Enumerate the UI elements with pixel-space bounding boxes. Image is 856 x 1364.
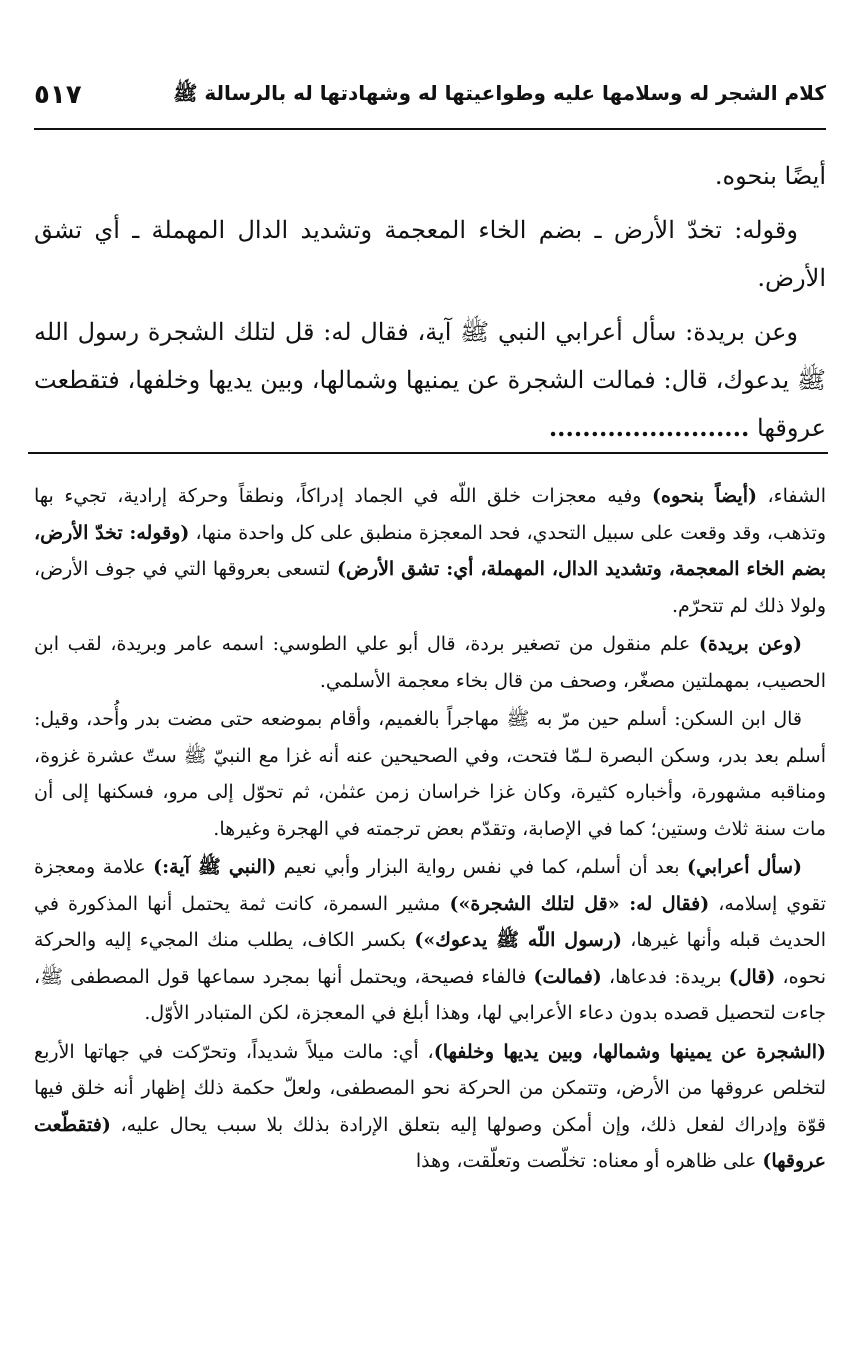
quoted-matn: (الشجرة عن يمينها وشمالها، وبين يديها وخلفها) <box>433 1040 826 1063</box>
commentary-text: قال ابن السكن: أسلم حين مرّ به ﷺ مهاجراً بالغميم، وأقام بموضعه حتى مضت بدر وأُحد، وقيل: أسلم بعد بدر، وسكن البصرة لـمّا فتحت، وفي الصحيحين عنه أنه غزا مع النبيّ ﷺ ستّ عشرة غزوة، ومناقبه مشهورة، وأخباره كثيرة، وكان غزا خراسان زمن عثمٰن، ثم تحوّل إلى مرو، فسكنها إلى أن مات سنة ثلاث وستين؛ كما في الإصابة، وتقدّم بعض ترجمته في الهجرة وغيرها. <box>34 708 826 840</box>
page-number: ٥١٧ <box>34 80 82 110</box>
commentary-separator <box>28 452 828 454</box>
quoted-matn: (فمالت) <box>533 965 602 988</box>
commentary <box>34 478 826 1182</box>
commentary-paragraph <box>34 626 826 699</box>
commentary-text: بكسر الكاف، يطلب منك المجيء إليه والحركة نحوه، <box>34 929 826 988</box>
commentary-text: بريدة: فدعاها، <box>601 965 729 988</box>
main-text <box>34 152 826 458</box>
commentary-text: علم منقول من تصغير بردة، قال أبو علي الطوسي: اسمه عامر وبريدة، لقب ابن الحصيب، بمهملتين مصغّر، وصحف من قال بخاء معجمة الأسلمي. <box>34 633 826 692</box>
ellipsis-dots: ........................ <box>548 413 750 442</box>
running-title: كلام الشجر له وسلامها عليه وطواعيتها له وشهادتها له بالرسالة ﷺ <box>173 80 826 105</box>
quoted-matn: (فتقطّعت عروقها) <box>34 1113 826 1172</box>
commentary-paragraph <box>34 1034 826 1180</box>
commentary-paragraph <box>34 701 826 847</box>
commentary-text: بعد أن أسلم، كما في نفس رواية البزار وأبي نعيم <box>276 856 687 878</box>
quoted-matn: (النبي ﷺ آية:) <box>153 856 277 878</box>
quoted-matn: (قال) <box>728 965 776 988</box>
commentary-text: لتسعى بعروقها التي في جوف الأرض، ولولا ذلك لم تتحرّم. <box>34 558 826 617</box>
commentary-text: فالفاء فصيحة، ويحتمل أنها بمجرد سماعها قول المصطفى ﷺ، جاءت لتحصيل قصده بدون دعاء الأعرابي لها، وهذا أبلغ في المعجزة، لكن المتبادر الأوّل. <box>34 965 826 1024</box>
main-paragraph: وقوله: تخدّ الأرض ـ بضم الخاء المعجمة وتشديد الدال المهملة ـ أي تشق الأرض. <box>34 216 826 292</box>
quoted-matn: (سأل أعرابي) <box>686 856 802 878</box>
commentary-text: وفيه معجزات خلق اللّه في الجماد إدراكاً، ونطقاً وحركة إرادية، تجيء بها وتذهب، وقد وقعت على سبيل التحدي، فحد المعجزة منطبق على كل واحدة منها، <box>34 485 826 544</box>
main-paragraph <box>34 308 826 452</box>
quoted-matn: (رسول اللّه ﷺ يدعوك») <box>414 929 622 951</box>
commentary-text: الشفاء، <box>756 485 827 507</box>
quoted-matn: (فقال له: «قل لتلك الشجرة») <box>449 892 710 915</box>
commentary-paragraph <box>34 478 826 624</box>
commentary-text: ، أي: مالت ميلاً شديداً، وتحرّكت في جهاتها الأربع لتخلص عروقها من الأرض، وتتمكن من الحركة نحو المصطفى، ولعلّ حكمة ذلك إظهار أنه خلق فيها قوّة وإدراك لفعل ذلك، وإن أمكن وصولها إليه بتعلق الإرادة بذلك بلا سبب يحال عليه، <box>34 1040 826 1136</box>
quoted-matn: (وعن بريدة) <box>698 633 802 655</box>
commentary-text: علامة ومعجزة تقوي إسلامه، <box>34 856 827 915</box>
commentary-paragraph <box>34 849 826 1032</box>
page-header <box>34 70 826 120</box>
main-paragraph: أيضًا بنحوه. <box>714 162 826 190</box>
commentary-text: على ظاهره أو معناه: تخلّصت وتعلّقت، وهذا <box>415 1150 763 1172</box>
quoted-matn: (وقوله: تخدّ الأرض، بضم الخاء المعجمة، وتشديد الدال، المهملة، أي: تشق الأرض) <box>34 521 826 580</box>
commentary-text: مشير السمرة، كانت ثمة يحتمل أنها المذكورة في الحديث قبله وأنها غيرها، <box>34 892 826 951</box>
quoted-matn: (أيضاً بنحوه) <box>652 485 757 507</box>
header-rule <box>34 128 826 130</box>
main-paragraph-text: وعن بريدة: سأل أعرابي النبي ﷺ آية، فقال له: قل لتلك الشجرة رسول الله ﷺ يدعوك، قال: فمالت الشجرة عن يمنيها وشمالها، وبين يديها وخلفها، فتقطعت عروقها <box>34 318 826 442</box>
